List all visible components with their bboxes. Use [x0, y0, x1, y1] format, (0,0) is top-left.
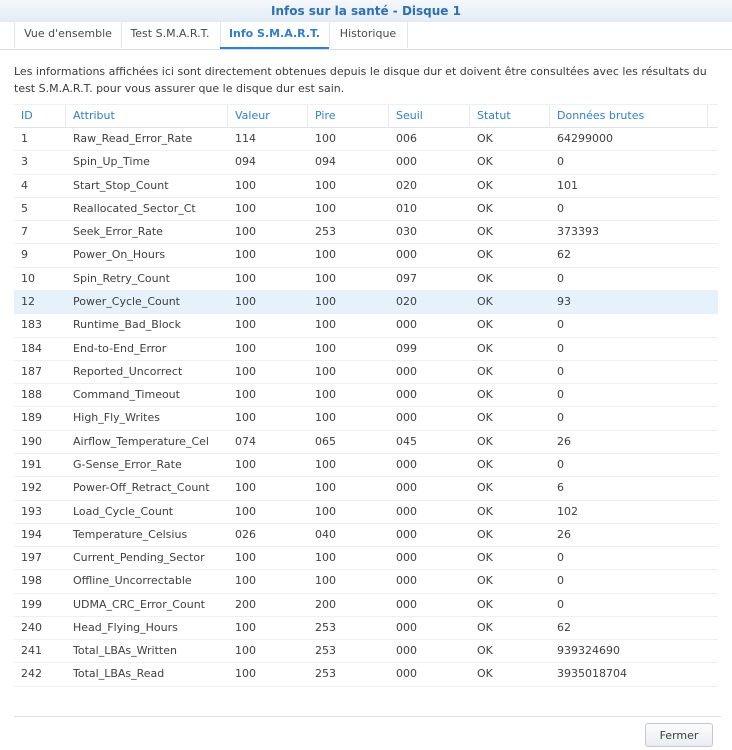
cell-pire: 100 — [315, 294, 336, 308]
cell-pire: 100 — [315, 364, 336, 378]
cell-donnees-brutes: 0 — [557, 574, 564, 588]
cell-seuil: 000 — [396, 411, 417, 425]
cell-statut: OK — [477, 481, 493, 495]
cell-valeur: 100 — [235, 341, 256, 355]
cell-statut: OK — [477, 132, 493, 145]
cell-pire: 094 — [315, 155, 336, 169]
cell-donnees-brutes: 62 — [557, 620, 571, 634]
cell-donnees-brutes: 0 — [557, 597, 564, 611]
cell-donnees-brutes: 26 — [557, 434, 571, 448]
cell-valeur: 100 — [235, 574, 256, 588]
cell-pire: 100 — [315, 201, 336, 215]
cell-valeur: 074 — [235, 434, 256, 448]
cell-seuil: 000 — [396, 527, 417, 541]
cell-valeur: 100 — [235, 364, 256, 378]
table-row[interactable] — [14, 268, 718, 291]
cell-statut: OK — [477, 620, 493, 634]
cell-statut: OK — [477, 434, 493, 448]
window-title: Infos sur la santé - Disque 1 — [271, 4, 461, 18]
cell-valeur: 100 — [235, 225, 256, 239]
cell-attribut: Runtime_Bad_Block — [73, 318, 181, 332]
cell-attribut: Total_LBAs_Read — [73, 667, 165, 681]
cell-id: 189 — [21, 411, 42, 425]
cell-pire: 100 — [315, 481, 336, 495]
tab-test-smart[interactable]: Test S.M.A.R.T. — [120, 22, 221, 48]
cell-attribut: Spin_Retry_Count — [73, 271, 170, 285]
cell-attribut: Airflow_Temperature_Cel — [73, 434, 209, 448]
table-row[interactable] — [14, 244, 718, 267]
cell-attribut: Power_Cycle_Count — [73, 294, 180, 308]
cell-valeur: 100 — [235, 644, 256, 658]
cell-valeur: 100 — [235, 504, 256, 518]
cell-pire: 100 — [315, 504, 336, 518]
cell-statut: OK — [477, 225, 493, 239]
table-row[interactable] — [14, 407, 718, 430]
cell-valeur: 100 — [235, 457, 256, 471]
column-header-attribut[interactable]: Attribut — [66, 105, 228, 127]
cell-seuil: 006 — [396, 132, 417, 145]
cell-pire: 100 — [315, 411, 336, 425]
cell-pire: 100 — [315, 388, 336, 402]
cell-statut: OK — [477, 294, 493, 308]
table-row[interactable] — [14, 151, 718, 174]
cell-donnees-brutes: 0 — [557, 457, 564, 471]
tab-vue-ensemble[interactable]: Vue d'ensemble — [14, 22, 122, 48]
cell-valeur: 100 — [235, 481, 256, 495]
cell-valeur: 100 — [235, 411, 256, 425]
cell-attribut: UDMA_CRC_Error_Count — [73, 597, 205, 611]
cell-valeur: 100 — [235, 294, 256, 308]
cell-statut: OK — [477, 527, 493, 541]
cell-attribut: Reported_Uncorrect — [73, 364, 183, 378]
footer-divider — [14, 716, 721, 717]
table-row[interactable] — [14, 431, 718, 454]
cell-statut: OK — [477, 574, 493, 588]
cell-donnees-brutes: 0 — [557, 364, 564, 378]
cell-donnees-brutes: 0 — [557, 155, 564, 169]
cell-valeur: 100 — [235, 667, 256, 681]
cell-statut: OK — [477, 667, 493, 681]
cell-seuil: 000 — [396, 644, 417, 658]
cell-id: 242 — [21, 667, 42, 681]
cell-statut: OK — [477, 248, 493, 262]
column-header-seuil[interactable]: Seuil — [389, 105, 470, 127]
description-text: Les informations affichées ici sont directement obtenues depuis le disque dur et doivent être consultées avec les résultats du test S.M.A.R.T. pour vous assurer que le disque dur est sain. — [14, 65, 707, 95]
table-row[interactable] — [14, 291, 718, 314]
cell-valeur: 100 — [235, 178, 256, 192]
table-row[interactable] — [14, 314, 718, 337]
cell-id: 197 — [21, 551, 42, 565]
table-row[interactable] — [14, 617, 718, 640]
cell-valeur: 100 — [235, 620, 256, 634]
cell-attribut: Offline_Uncorrectable — [73, 574, 192, 588]
cell-id: 9 — [21, 248, 28, 262]
cell-donnees-brutes: 6 — [557, 481, 564, 495]
cell-pire: 253 — [315, 225, 336, 239]
cell-statut: OK — [477, 178, 493, 192]
cell-pire: 100 — [315, 178, 336, 192]
column-header-donnees-brutes[interactable]: Données brutes — [550, 105, 708, 127]
cell-seuil: 000 — [396, 667, 417, 681]
cell-attribut: Current_Pending_Sector — [73, 551, 205, 565]
cell-seuil: 000 — [396, 597, 417, 611]
cell-id: 190 — [21, 434, 42, 448]
cell-pire: 100 — [315, 132, 336, 145]
cell-pire: 253 — [315, 667, 336, 681]
cell-statut: OK — [477, 411, 493, 425]
cell-attribut: Total_LBAs_Written — [73, 644, 177, 658]
cell-seuil: 000 — [396, 388, 417, 402]
cell-valeur: 026 — [235, 527, 256, 541]
cell-attribut: High_Fly_Writes — [73, 411, 160, 425]
cell-pire: 200 — [315, 597, 336, 611]
cell-seuil: 045 — [396, 434, 417, 448]
cell-seuil: 000 — [396, 504, 417, 518]
cell-pire: 100 — [315, 318, 336, 332]
table-row[interactable] — [14, 501, 718, 524]
cell-donnees-brutes: 64299000 — [557, 132, 613, 145]
cell-statut: OK — [477, 364, 493, 378]
column-header-valeur[interactable]: Valeur — [228, 105, 308, 127]
cell-donnees-brutes: 62 — [557, 248, 571, 262]
table-row[interactable] — [14, 524, 718, 547]
cell-id: 10 — [21, 271, 35, 285]
cell-donnees-brutes: 3935018704 — [557, 667, 627, 681]
cell-id: 184 — [21, 341, 42, 355]
cell-statut: OK — [477, 271, 493, 285]
cell-donnees-brutes: 0 — [557, 271, 564, 285]
cell-id: 187 — [21, 364, 42, 378]
cell-donnees-brutes: 93 — [557, 294, 571, 308]
cell-attribut: G-Sense_Error_Rate — [73, 457, 182, 471]
table-row[interactable] — [14, 570, 718, 593]
cell-seuil: 020 — [396, 178, 417, 192]
cell-valeur: 100 — [235, 318, 256, 332]
column-header-id[interactable]: ID — [14, 105, 66, 127]
cell-attribut: Power-Off_Retract_Count — [73, 481, 210, 495]
cell-pire: 100 — [315, 341, 336, 355]
cell-attribut: Reallocated_Sector_Ct — [73, 201, 196, 215]
column-header-pire[interactable]: Pire — [308, 105, 389, 127]
cell-pire: 100 — [315, 271, 336, 285]
cell-seuil: 000 — [396, 318, 417, 332]
table-row[interactable] — [14, 640, 718, 663]
cell-seuil: 099 — [396, 341, 417, 355]
cell-attribut: End-to-End_Error — [73, 341, 167, 355]
cell-pire: 100 — [315, 574, 336, 588]
cell-pire: 100 — [315, 248, 336, 262]
smart-table — [14, 104, 718, 687]
column-header-filler — [708, 105, 718, 127]
cell-seuil: 000 — [396, 248, 417, 262]
table-row[interactable] — [14, 594, 718, 617]
cell-id: 191 — [21, 457, 42, 471]
tab-info-smart[interactable]: Info S.M.A.R.T. — [220, 22, 330, 48]
cell-statut: OK — [477, 341, 493, 355]
cell-seuil: 097 — [396, 271, 417, 285]
cell-valeur: 200 — [235, 597, 256, 611]
cell-id: 240 — [21, 620, 42, 634]
table-body — [14, 128, 718, 687]
cell-id: 199 — [21, 597, 42, 611]
cell-statut: OK — [477, 644, 493, 658]
cell-seuil: 000 — [396, 481, 417, 495]
close-button[interactable]: Fermer — [645, 723, 713, 747]
cell-statut: OK — [477, 155, 493, 169]
cell-attribut: Load_Cycle_Count — [73, 504, 174, 518]
cell-valeur: 100 — [235, 551, 256, 565]
cell-id: 198 — [21, 574, 42, 588]
cell-donnees-brutes: 0 — [557, 318, 564, 332]
cell-id: 5 — [21, 201, 28, 215]
tab-bar — [0, 22, 732, 50]
table-row[interactable] — [14, 221, 718, 244]
table-row[interactable] — [14, 454, 718, 477]
cell-valeur: 100 — [235, 388, 256, 402]
cell-donnees-brutes: 0 — [557, 388, 564, 402]
table-row[interactable] — [14, 663, 718, 686]
cell-donnees-brutes: 0 — [557, 411, 564, 425]
cell-donnees-brutes: 102 — [557, 504, 578, 518]
cell-statut: OK — [477, 457, 493, 471]
table-row[interactable] — [14, 198, 718, 221]
cell-statut: OK — [477, 597, 493, 611]
cell-id: 192 — [21, 481, 42, 495]
cell-seuil: 020 — [396, 294, 417, 308]
cell-pire: 100 — [315, 551, 336, 565]
cell-donnees-brutes: 26 — [557, 527, 571, 541]
table-row[interactable] — [14, 338, 718, 361]
cell-attribut: Head_Flying_Hours — [73, 620, 178, 634]
cell-id: 12 — [21, 294, 35, 308]
cell-seuil: 000 — [396, 364, 417, 378]
table-row[interactable] — [14, 384, 718, 407]
cell-id: 7 — [21, 225, 28, 239]
cell-attribut: Spin_Up_Time — [73, 155, 150, 169]
cell-attribut: Raw_Read_Error_Rate — [73, 132, 193, 145]
cell-valeur: 100 — [235, 248, 256, 262]
cell-valeur: 094 — [235, 155, 256, 169]
cell-attribut: Command_Timeout — [73, 388, 180, 402]
tab-historique[interactable]: Historique — [329, 22, 408, 48]
column-header-statut[interactable]: Statut — [470, 105, 550, 127]
table-row[interactable] — [14, 175, 718, 198]
cell-id: 3 — [21, 155, 28, 169]
cell-id: 241 — [21, 644, 42, 658]
table-row[interactable] — [14, 361, 718, 384]
cell-seuil: 000 — [396, 155, 417, 169]
cell-donnees-brutes: 373393 — [557, 225, 599, 239]
cell-pire: 253 — [315, 644, 336, 658]
table-row[interactable] — [14, 477, 718, 500]
cell-donnees-brutes: 0 — [557, 201, 564, 215]
cell-valeur: 100 — [235, 201, 256, 215]
cell-id: 193 — [21, 504, 42, 518]
cell-id: 183 — [21, 318, 42, 332]
cell-valeur: 114 — [235, 132, 256, 145]
cell-statut: OK — [477, 551, 493, 565]
cell-id: 188 — [21, 388, 42, 402]
cell-pire: 065 — [315, 434, 336, 448]
cell-seuil: 030 — [396, 225, 417, 239]
cell-pire: 100 — [315, 457, 336, 471]
cell-statut: OK — [477, 504, 493, 518]
cell-donnees-brutes: 0 — [557, 341, 564, 355]
cell-statut: OK — [477, 388, 493, 402]
cell-pire: 040 — [315, 527, 336, 541]
cell-id: 4 — [21, 178, 28, 192]
cell-id: 194 — [21, 527, 42, 541]
cell-seuil: 000 — [396, 620, 417, 634]
table-header — [14, 104, 718, 128]
cell-statut: OK — [477, 201, 493, 215]
cell-pire: 253 — [315, 620, 336, 634]
cell-attribut: Power_On_Hours — [73, 248, 166, 262]
cell-attribut: Seek_Error_Rate — [73, 225, 163, 239]
cell-statut: OK — [477, 318, 493, 332]
table-row[interactable] — [14, 128, 718, 151]
cell-seuil: 010 — [396, 201, 417, 215]
table-row[interactable] — [14, 547, 718, 570]
cell-valeur: 100 — [235, 271, 256, 285]
cell-seuil: 000 — [396, 457, 417, 471]
cell-donnees-brutes: 0 — [557, 551, 564, 565]
cell-seuil: 000 — [396, 574, 417, 588]
cell-id: 1 — [21, 132, 28, 145]
cell-attribut: Temperature_Celsius — [73, 527, 188, 541]
cell-seuil: 000 — [396, 551, 417, 565]
cell-donnees-brutes: 101 — [557, 178, 578, 192]
title-bar — [0, 0, 732, 23]
cell-donnees-brutes: 939324690 — [557, 644, 620, 658]
cell-attribut: Start_Stop_Count — [73, 178, 169, 192]
